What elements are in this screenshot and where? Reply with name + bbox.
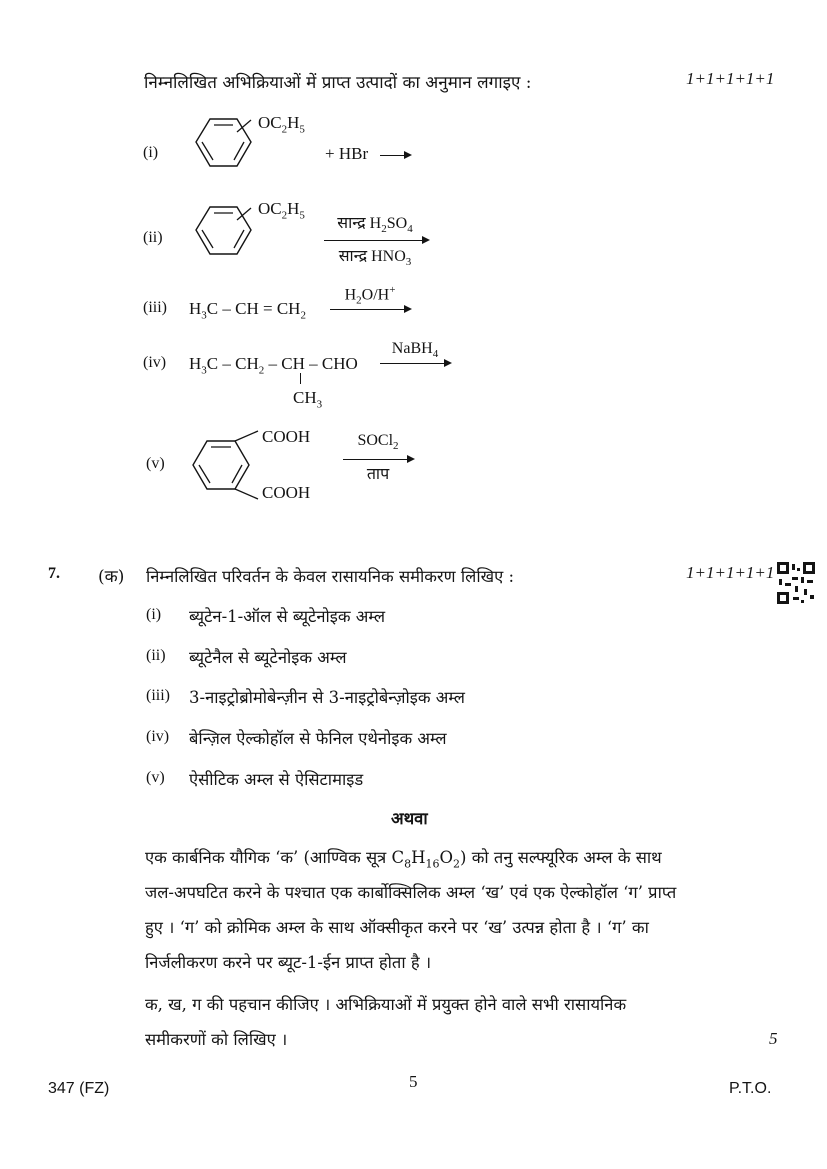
reaction-iv-reactant: $H_3C - CH_2$ – CH – CHO bbox=[189, 354, 358, 377]
reaction-iv-arrow-head bbox=[444, 359, 452, 367]
or-para-line-2: जल-अपघटित करने के पश्चात एक कार्बोक्सिलिक अम्ल ‘ख’ एवं एक ऐल्कोहॉल ‘ग’ प्राप्त bbox=[145, 883, 677, 902]
reaction-i-arrow-head bbox=[404, 151, 412, 159]
q7-item-v-text: ऐसीटिक अम्ल से ऐसिटामाइड bbox=[189, 770, 364, 789]
reaction-ii-arrow bbox=[324, 240, 424, 241]
qr-code-icon bbox=[777, 562, 815, 604]
q7-number: 7. bbox=[48, 565, 60, 582]
reaction-iii-arrow bbox=[330, 309, 406, 310]
reaction-ii-reagent-bottom: सान्द्र $HNO_3$ bbox=[338, 248, 412, 269]
reaction-iv-branch-bond bbox=[300, 373, 301, 384]
reaction-i-substituent: $OC_2H_5$ bbox=[258, 113, 305, 136]
reaction-iii-number: (iii) bbox=[143, 299, 167, 316]
or-marks: 5 bbox=[769, 1029, 778, 1048]
footer-pto: P.T.O. bbox=[729, 1080, 772, 1097]
reaction-iii-arrow-head bbox=[404, 305, 412, 313]
q7-item-i-number: (i) bbox=[146, 606, 162, 623]
q7-item-iv-number: (iv) bbox=[146, 728, 170, 745]
q7-item-ii-number: (ii) bbox=[146, 647, 166, 664]
q7-item-i-text: ब्यूटेन-1-ऑल से ब्यूटेनोइक अम्ल bbox=[189, 607, 386, 626]
reaction-iv-branch: $CH_3$ bbox=[293, 388, 323, 411]
q6-marks: 1+1+1+1+1 bbox=[686, 69, 775, 88]
reaction-v-number: (v) bbox=[146, 455, 165, 472]
reaction-iv-reagent: NaBH$_4$ bbox=[391, 340, 439, 361]
reaction-i-number: (i) bbox=[143, 144, 159, 161]
reaction-ii-arrow-head bbox=[422, 236, 430, 244]
reaction-ii-number: (ii) bbox=[143, 229, 163, 246]
q7-heading: निम्नलिखित परिवर्तन के केवल रासायनिक समीकरण लिखिए : bbox=[146, 567, 515, 586]
q7-part: (क) bbox=[98, 567, 125, 587]
reaction-ii-substituent: $OC_2H_5$ bbox=[258, 199, 305, 222]
reaction-v-reagent-top: SOCl$_2$ bbox=[357, 432, 399, 453]
or-para-line-4: निर्जलीकरण करने पर ब्यूट-1-ईन प्राप्त होता है । bbox=[145, 953, 432, 972]
q7-item-ii-text: ब्यूटेनैल से ब्यूटेनोइक अम्ल bbox=[189, 648, 347, 667]
or-para2-line-2: समीकरणों को लिखिए । bbox=[145, 1030, 288, 1049]
reaction-v-substituent-top: COOH bbox=[262, 427, 311, 446]
reaction-v-arrow bbox=[343, 459, 409, 460]
q7-item-iii-number: (iii) bbox=[146, 687, 170, 704]
or-para2-line-1: क, ख, ग की पहचान कीजिए । अभिक्रियाओं में प्रयुक्त होने वाले सभी रासायनिक bbox=[145, 995, 627, 1014]
or-para-line-3: हुए । ‘ग’ को क्रोमिक अम्ल के साथ ऑक्सीकृत करने पर ‘ख’ उत्पन्न होता है । ‘ग’ का bbox=[145, 918, 649, 937]
or-label: अथवा bbox=[391, 809, 428, 828]
reaction-i-reagent: + HBr bbox=[325, 144, 369, 163]
reaction-v-substituent-bottom: COOH bbox=[262, 483, 311, 502]
reaction-iv-number: (iv) bbox=[143, 354, 167, 371]
reaction-v-reagent-bottom: ताप bbox=[366, 466, 390, 483]
q6-heading: निम्नलिखित अभिक्रियाओं में प्राप्त उत्पादों का अनुमान लगाइए : bbox=[144, 73, 532, 93]
reaction-iii-reactant: $H_3C$ – CH = $CH_2$ bbox=[189, 299, 306, 322]
footer-code: 347 (FZ) bbox=[48, 1080, 110, 1097]
q7-item-v-number: (v) bbox=[146, 769, 165, 786]
footer-page-number: 5 bbox=[409, 1072, 418, 1091]
reaction-iv-arrow bbox=[380, 363, 446, 364]
reaction-ii-reagent-top: सान्द्र $H_2SO_4$ bbox=[337, 215, 413, 236]
q7-item-iv-text: बेन्ज़िल ऐल्कोहॉल से फेनिल एथेनोइक अम्ल bbox=[189, 729, 447, 748]
q7-item-iii-text: 3-नाइट्रोब्रोमोबेन्ज़ीन से 3-नाइट्रोबेन्ज़ोइक अम्ल bbox=[189, 688, 465, 707]
or-para-line-1: एक कार्बनिक यौगिक ‘क’ (आण्विक सूत्र $C_8H_{16}O_2$) को तनु सल्फ्यूरिक अम्ल के साथ bbox=[145, 848, 662, 871]
reaction-i-arrow bbox=[380, 155, 406, 156]
q7-marks: 1+1+1+1+1 bbox=[686, 563, 775, 582]
reaction-iii-reagent: $H_2O/H^+$ bbox=[344, 284, 396, 307]
